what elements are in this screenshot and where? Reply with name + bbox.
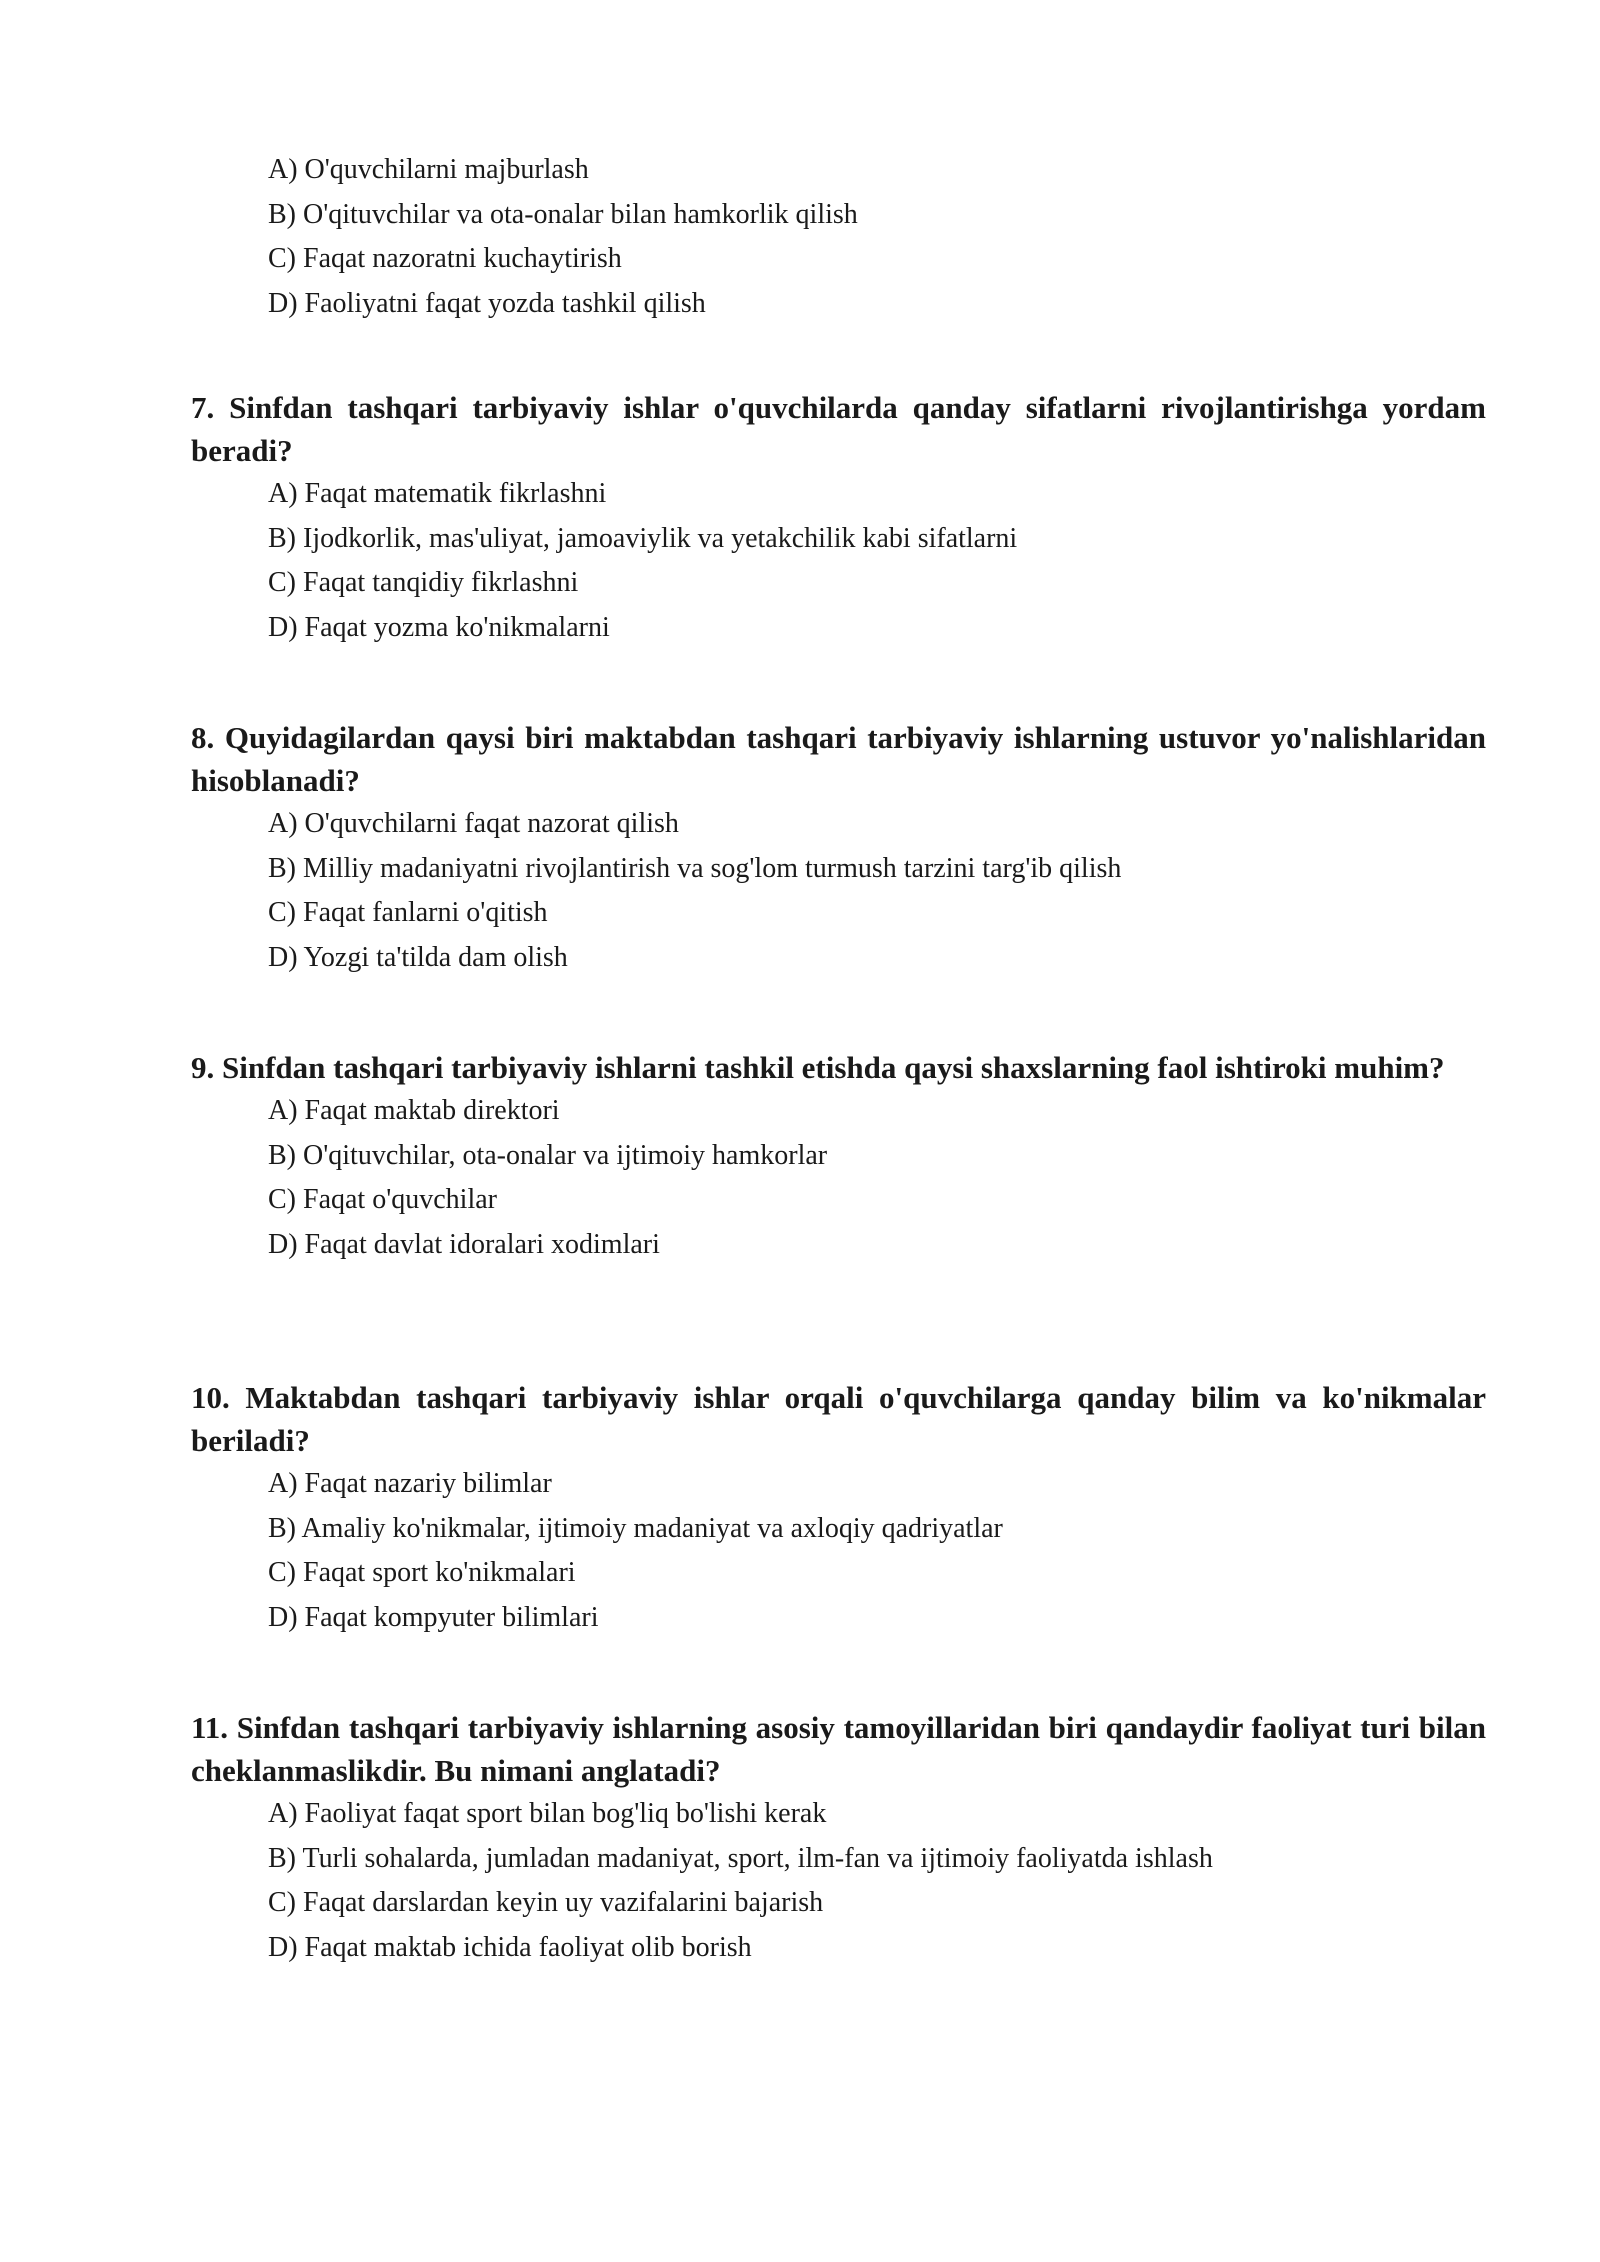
option-c: C) Faqat tanqidiy fikrlashni <box>268 567 579 598</box>
option-c: C) Faqat o'quvchilar <box>268 1184 497 1215</box>
option-d: D) Faqat maktab ichida faoliyat olib borish <box>268 1931 752 1963</box>
question-text: 10. Maktabdan tashqari tarbiyaviy ishlar orqali o'quvchilarga qanday bilim va ko'nikmalar beriladi? <box>191 1380 1486 1458</box>
option-a: A) Faqat maktab direktori <box>268 1095 560 1126</box>
option-d: D) Faqat yozma ko'nikmalarni <box>268 611 610 643</box>
option-d: D) Yozgi ta'tilda dam olish <box>268 941 568 973</box>
option-a: A) Faoliyat faqat sport bilan bog'liq bo'lishi kerak <box>268 1798 827 1829</box>
question-text: 8. Quyidagilardan qaysi biri maktabdan tashqari tarbiyaviy ishlarning ustuvor yo'nalishlaridan hisoblanadi? <box>191 720 1486 798</box>
previous-question-options <box>191 148 1486 326</box>
question-9 <box>191 1046 1486 1267</box>
option-d: D) Faoliyatni faqat yozda tashkil qilish <box>268 287 706 319</box>
option-b: B) O'qituvchilar, ota-onalar va ijtimoiy hamkorlar <box>268 1139 828 1171</box>
option-b: B) Milliy madaniyatni rivojlantirish va sog'lom turmush tarzini targ'ib qilish <box>268 852 1122 884</box>
option-d: D) Faqat davlat idoralari xodimlari <box>268 1228 660 1260</box>
question-text: 7. Sinfdan tashqari tarbiyaviy ishlar o'quvchilarda qanday sifatlarni rivojlantirishga yordam beradi? <box>191 390 1486 468</box>
option-a: A) O'quvchilarni majburlash <box>268 154 589 185</box>
question-10 <box>191 1376 1486 1640</box>
option-list <box>191 1089 1486 1267</box>
question-8 <box>191 716 1486 980</box>
option-c: C) Faqat darslardan keyin uy vazifalarini bajarish <box>268 1887 824 1918</box>
option-b: B) Amaliy ko'nikmalar, ijtimoiy madaniyat va axloqiy qadriyatlar <box>268 1512 1003 1544</box>
question-7 <box>191 386 1486 650</box>
question-text: 9. Sinfdan tashqari tarbiyaviy ishlarni tashkil etishda qaysi shaxslarning faol ishtiroki muhim? <box>191 1050 1445 1085</box>
question-text: 11. Sinfdan tashqari tarbiyaviy ishlarning asosiy tamoyillaridan biri qandaydir faoliyat turi bilan cheklanmaslikdir. Bu nimani anglatadi? <box>191 1710 1486 1788</box>
question-11 <box>191 1706 1486 1970</box>
option-d: D) Faqat kompyuter bilimlari <box>268 1601 599 1633</box>
option-c: C) Faqat sport ko'nikmalari <box>268 1557 576 1588</box>
option-list <box>191 472 1486 650</box>
option-c: C) Faqat fanlarni o'qitish <box>268 897 548 928</box>
option-list <box>191 148 1486 326</box>
option-list <box>191 1792 1486 1970</box>
option-b: B) Turli sohalarda, jumladan madaniyat, sport, ilm-fan va ijtimoiy faoliyatda ishlash <box>268 1842 1213 1874</box>
option-c: C) Faqat nazoratni kuchaytirish <box>268 243 622 274</box>
option-a: A) O'quvchilarni faqat nazorat qilish <box>268 808 679 839</box>
option-b: B) Ijodkorlik, mas'uliyat, jamoaviylik va yetakchilik kabi sifatlarni <box>268 522 1018 554</box>
option-list <box>191 802 1486 980</box>
option-a: A) Faqat matematik fikrlashni <box>268 478 607 509</box>
option-b: B) O'qituvchilar va ota-onalar bilan hamkorlik qilish <box>268 198 858 230</box>
option-a: A) Faqat nazariy bilimlar <box>268 1468 552 1499</box>
option-list <box>191 1462 1486 1640</box>
